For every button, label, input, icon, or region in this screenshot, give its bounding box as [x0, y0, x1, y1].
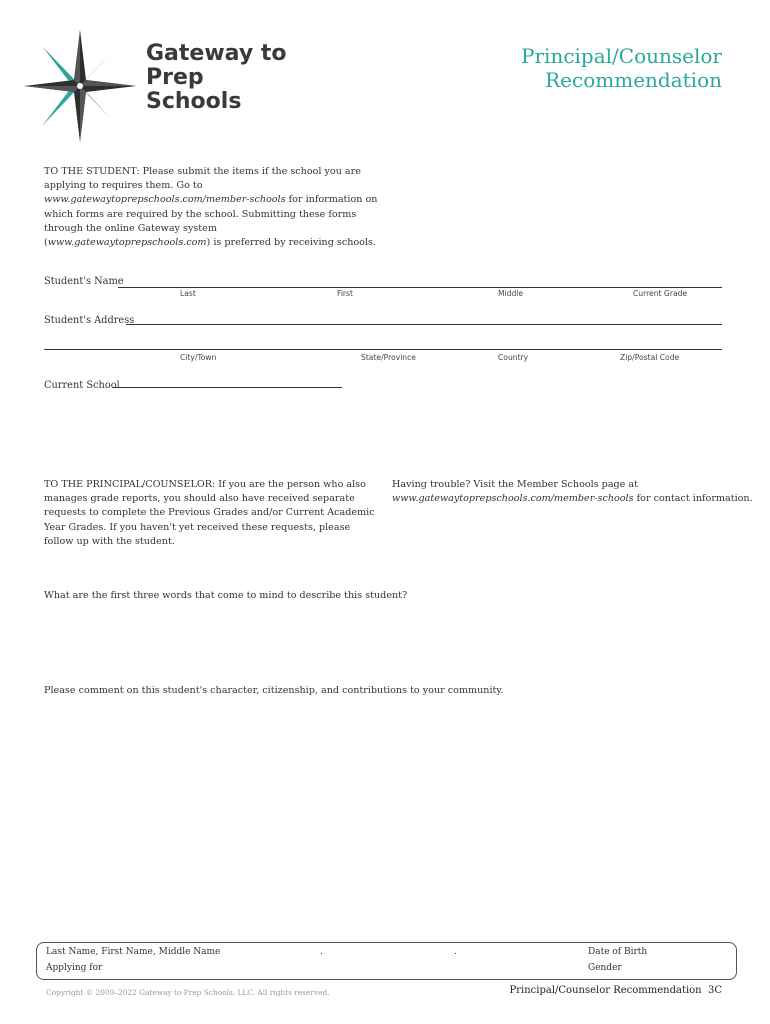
help-member-schools-link[interactable]: www.gatewaytoprepschools.com/member-schools [392, 493, 634, 505]
page-footer-label [510, 985, 722, 996]
copyright-text: Copyright © 2009–2022 Gateway to Prep Schools, LLC. All rights reserved. [46, 988, 330, 997]
gateway-site-link[interactable]: www.gatewaytoprepschools.com [47, 237, 207, 249]
footer-form-name: Principal/Counselor Recommendation [509, 985, 702, 996]
name-part-middle: Middle [498, 289, 524, 298]
address-part-zip: Zip/Postal Code [620, 353, 680, 362]
page-title [521, 44, 722, 92]
student-name-field[interactable] [118, 287, 722, 288]
name-part-last: Last [180, 289, 196, 298]
help-note-tail: for contact information. [633, 493, 753, 505]
title-line-1: Principal/Counselor [521, 44, 722, 68]
applicant-name-label: Last Name, First Name, Middle Name [46, 947, 221, 957]
current-school-label: Current School [44, 380, 120, 391]
help-note-lead: Having trouble? Visit the Member Schools page at [392, 479, 638, 490]
logo-wordmark [146, 42, 286, 114]
student-note-lead: TO THE STUDENT: Please submit the items if the school you are applying to requires them. Go to [44, 166, 361, 192]
member-schools-link[interactable]: www.gatewaytoprepschools.com/member-schools [44, 194, 286, 206]
applying-for-label: Applying for [46, 963, 103, 973]
student-instructions [44, 165, 380, 250]
principal-instructions: TO THE PRINCIPAL/COUNSELOR: If you are the person who also manages grade reports, you should also have received separate requests to complete the Previous Grades and/or Current Academic Year Grades. If you haven't yet received these requests, please follow up with the student. [44, 479, 375, 547]
footer-page-code: 3C [707, 985, 722, 996]
student-address-label: Student's Address [44, 315, 135, 326]
current-school-field[interactable] [113, 387, 342, 388]
student-name-label: Student's Name [44, 276, 124, 287]
question-three-words: What are the first three words that come to mind to describe this student? [44, 590, 408, 601]
compass-logo-icon [22, 28, 138, 144]
student-address-field-1[interactable] [126, 324, 722, 325]
question-character: Please comment on this student's character, citizenship, and contributions to your community. [44, 685, 504, 696]
gender-label: Gender [588, 963, 622, 973]
address-part-state: State/Province [361, 353, 416, 362]
answer-three-words[interactable] [44, 606, 724, 676]
logo-line-1: Gateway to [146, 41, 287, 66]
student-note-mid: for information on which forms are required by the school. Submitting these forms through the online Gateway system ( [44, 194, 378, 249]
help-note [392, 478, 753, 506]
address-part-country: Country [498, 353, 529, 362]
title-line-2: Recommendation [545, 68, 722, 92]
address-part-city: City/Town [180, 353, 217, 362]
separator-dot-2: . [454, 947, 457, 957]
name-part-first: First [337, 289, 353, 298]
logo-line-2: Prep [146, 65, 204, 90]
student-note-tail: ) is preferred by receiving schools. [206, 237, 376, 249]
name-part-grade: Current Grade [633, 289, 688, 298]
answer-character[interactable] [44, 702, 724, 932]
student-address-field-2[interactable] [44, 349, 722, 350]
separator-dot-1: . [320, 947, 323, 957]
logo-line-3: Schools [146, 89, 242, 114]
dob-label: Date of Birth [588, 947, 648, 957]
